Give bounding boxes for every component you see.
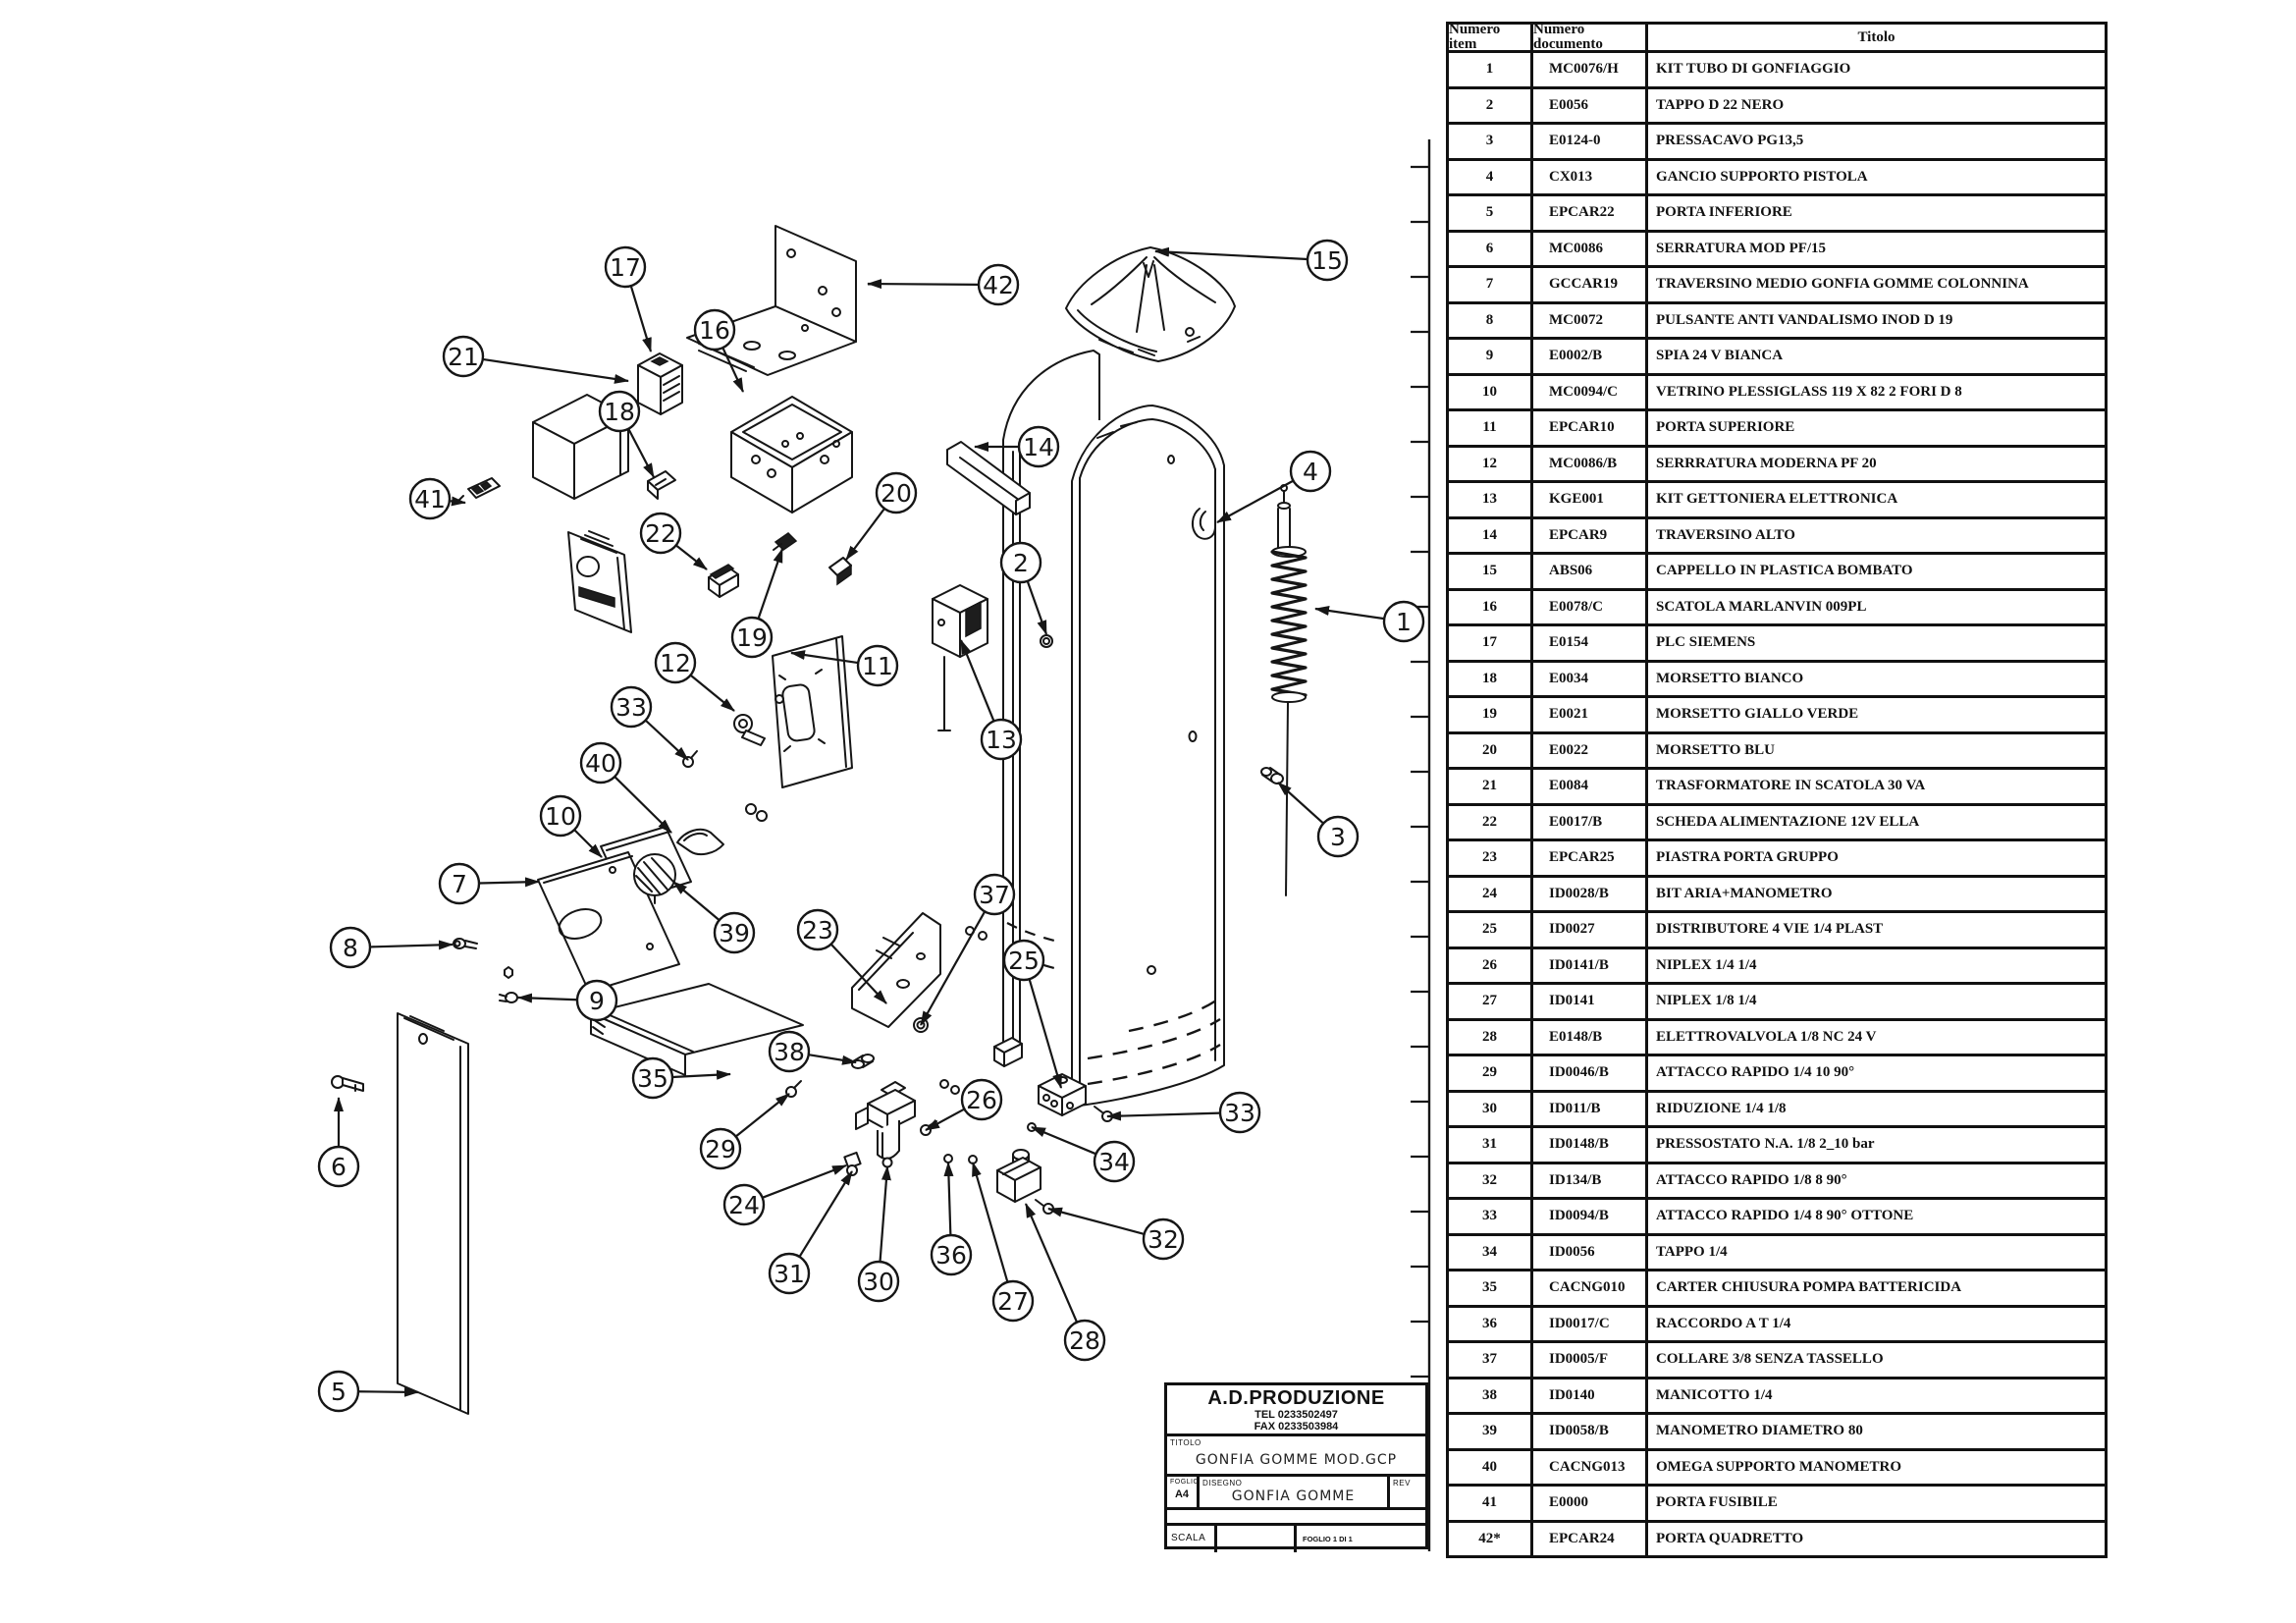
cell-document: E0084 (1533, 770, 1645, 803)
cell-document: ID011/B (1533, 1093, 1645, 1126)
part-porta-superiore (773, 636, 852, 787)
cell-title: CAPPELLO IN PLASTICA BOMBATO (1648, 555, 2105, 588)
leader-line-36 (948, 1163, 950, 1235)
cell-title: ATTACCO RAPIDO 1/8 8 90° (1648, 1164, 2105, 1198)
cell-document: MC0086/B (1533, 448, 1645, 481)
leader-line-42 (868, 284, 979, 285)
company-tel: TEL 0233502497 (1255, 1409, 1338, 1421)
part-morsetto-blu (829, 558, 851, 584)
leader-line-19 (759, 549, 782, 619)
balloon-number-38: 38 (774, 1038, 805, 1066)
cell-document: E0056 (1533, 89, 1645, 123)
cell-title: TAPPO 1/4 (1648, 1236, 2105, 1270)
cell-item: 27 (1449, 985, 1530, 1018)
balloon-number-4: 4 (1303, 458, 1318, 486)
title-block-company-row (1167, 1385, 1425, 1434)
leader-line-39 (673, 882, 720, 920)
cell-item: 23 (1449, 841, 1530, 875)
part-pressacavo (1261, 768, 1283, 784)
leader-line-5 (358, 1391, 418, 1392)
balloon-number-17: 17 (610, 253, 641, 282)
col-header-1: Numero documento (1533, 25, 1645, 50)
leader-line-18 (628, 429, 654, 477)
leader-line-20 (846, 509, 884, 560)
balloon-number-13: 13 (986, 726, 1017, 754)
cell-document: MC0072 (1533, 304, 1645, 338)
foglio-cell (1167, 1477, 1200, 1507)
cell-document: ID0141 (1533, 985, 1645, 1018)
part-porta-quadretto-bracket (687, 226, 856, 375)
balloon-number-10: 10 (545, 802, 576, 831)
cell-item: 8 (1449, 304, 1530, 338)
cell-document: E0002/B (1533, 340, 1645, 373)
cell-title: NIPLEX 1/8 1/4 (1648, 985, 2105, 1018)
cell-document: E0022 (1533, 734, 1645, 768)
part-tappo (1041, 635, 1052, 647)
cell-document: E0034 (1533, 663, 1645, 696)
scala-value-cell (1214, 1526, 1297, 1552)
balloon-number-31: 31 (774, 1260, 805, 1288)
part-omega (677, 830, 723, 854)
balloon-number-2: 2 (1013, 549, 1029, 577)
leader-line-33 (1107, 1113, 1220, 1116)
rev-label: REV (1393, 1479, 1411, 1488)
cell-title: ATTACCO RAPIDO 1/4 8 90° OTTONE (1648, 1200, 2105, 1233)
balloon-number-29: 29 (705, 1135, 736, 1163)
leader-line-34 (1032, 1127, 1096, 1154)
disegno-value: GONFIA GOMME (1231, 1488, 1356, 1504)
cell-document: ID0005/F (1533, 1343, 1645, 1377)
title-block (1164, 1382, 1428, 1549)
cell-item: 29 (1449, 1056, 1530, 1090)
leader-line-3 (1278, 783, 1323, 824)
balloon-number-6: 6 (331, 1153, 347, 1181)
leader-line-24 (763, 1165, 846, 1198)
leader-line-22 (676, 545, 707, 569)
cell-item: 18 (1449, 663, 1530, 696)
balloon-number-34: 34 (1098, 1148, 1130, 1176)
foglio-value: A4 (1174, 1488, 1190, 1500)
cell-title: SCATOLA MARLANVIN 009PL (1648, 591, 2105, 624)
cell-title: PRESSOSTATO N.A. 1/8 2_10 bar (1648, 1128, 2105, 1162)
cell-item: 38 (1449, 1380, 1530, 1413)
leader-line-32 (1048, 1209, 1145, 1234)
cell-item: 12 (1449, 448, 1530, 481)
cell-title: DISTRIBUTORE 4 VIE 1/4 PLAST (1648, 913, 2105, 947)
titolo-label: TITOLO (1170, 1438, 1201, 1447)
leader-line-31 (799, 1171, 852, 1257)
cell-document: KGE001 (1533, 483, 1645, 516)
cell-title: MANOMETRO DIAMETRO 80 (1648, 1415, 2105, 1448)
balloon-number-30: 30 (863, 1268, 894, 1296)
cell-item: 34 (1449, 1236, 1530, 1270)
leader-line-8 (370, 945, 453, 947)
frame-tick-ruler (1411, 139, 1429, 1551)
cell-document: ABS06 (1533, 555, 1645, 588)
cell-item: 11 (1449, 411, 1530, 445)
leader-line-30 (881, 1166, 887, 1262)
cell-item: 16 (1449, 591, 1530, 624)
cell-title: TAPPO D 22 NERO (1648, 89, 2105, 123)
cell-item: 7 (1449, 268, 1530, 301)
cell-title: MANICOTTO 1/4 (1648, 1380, 2105, 1413)
cell-document: CACNG013 (1533, 1451, 1645, 1485)
balloon-number-18: 18 (604, 398, 635, 426)
balloon-number-20: 20 (881, 479, 912, 508)
cell-item: 19 (1449, 698, 1530, 731)
part-gettoniera (933, 585, 988, 730)
balloon-number-22: 22 (645, 519, 676, 548)
part-morsetto-giallo-verde (774, 533, 796, 550)
cell-document: ID0058/B (1533, 1415, 1645, 1448)
cell-document: MC0076/H (1533, 53, 1645, 86)
leader-line-26 (926, 1109, 964, 1130)
cell-item: 40 (1449, 1451, 1530, 1485)
parts-table (1446, 22, 2108, 1558)
balloon-callouts (319, 241, 1423, 1411)
cell-title: RACCORDO A T 1/4 (1648, 1308, 2105, 1341)
cell-item: 6 (1449, 233, 1530, 266)
leader-line-29 (736, 1094, 789, 1137)
balloon-number-21: 21 (448, 343, 479, 371)
cell-item: 21 (1449, 770, 1530, 803)
scala-row (1167, 1523, 1425, 1552)
balloon-number-33: 33 (1224, 1099, 1255, 1127)
cell-title: VETRINO PLESSIGLASS 119 X 82 2 FORI D 8 (1648, 376, 2105, 409)
part-spia (500, 967, 517, 1002)
cell-document: ID134/B (1533, 1164, 1645, 1198)
cell-item: 5 (1449, 196, 1530, 230)
cell-document: CX013 (1533, 161, 1645, 194)
cell-item: 3 (1449, 125, 1530, 158)
balloon-number-33: 33 (615, 693, 647, 722)
cell-title: COLLARE 3/8 SENZA TASSELLO (1648, 1343, 2105, 1377)
leader-line-21 (483, 359, 628, 381)
cell-document: E0124-0 (1533, 125, 1645, 158)
cell-title: CARTER CHIUSURA POMPA BATTERICIDA (1648, 1271, 2105, 1305)
cell-document: EPCAR25 (1533, 841, 1645, 875)
company-fax: FAX 0233503984 (1254, 1421, 1339, 1433)
cell-title: MORSETTO BLU (1648, 734, 2105, 768)
leader-line-25 (1030, 979, 1061, 1088)
part-porta-inferiore (398, 1013, 468, 1414)
leader-line-35 (672, 1074, 730, 1077)
part-piastra (852, 913, 940, 1027)
balloon-number-23: 23 (802, 916, 833, 945)
part-porta-fusibile (457, 478, 500, 502)
cell-item: 25 (1449, 913, 1530, 947)
col-header-2: Titolo (1648, 25, 2105, 50)
cell-title: RIDUZIONE 1/4 1/8 (1648, 1093, 2105, 1126)
balloon-number-19: 19 (736, 623, 768, 652)
cell-title: PULSANTE ANTI VANDALISMO INOD D 19 (1648, 304, 2105, 338)
balloon-number-32: 32 (1148, 1225, 1179, 1254)
cell-document: ID0017/C (1533, 1308, 1645, 1341)
cell-document: E0021 (1533, 698, 1645, 731)
balloon-number-35: 35 (637, 1064, 668, 1093)
cell-item: 32 (1449, 1164, 1530, 1198)
scala-label: SCALA (1171, 1533, 1206, 1543)
balloon-number-11: 11 (862, 652, 893, 680)
cell-document: E0148/B (1533, 1021, 1645, 1055)
rev-cell (1390, 1477, 1425, 1507)
balloon-number-25: 25 (1008, 947, 1040, 975)
cell-document: ID0140 (1533, 1380, 1645, 1413)
cell-item: 35 (1449, 1271, 1530, 1305)
part-scatola (731, 397, 852, 513)
cell-document: ID0056 (1533, 1236, 1645, 1270)
leader-line-13 (961, 640, 993, 721)
cell-title: OMEGA SUPPORTO MANOMETRO (1648, 1451, 2105, 1485)
cell-document: EPCAR10 (1533, 411, 1645, 445)
cell-item: 33 (1449, 1200, 1530, 1233)
cell-item: 10 (1449, 376, 1530, 409)
cell-title: SERRATURA MOD PF/15 (1648, 233, 2105, 266)
balloon-number-15: 15 (1311, 246, 1343, 275)
part-kit-tubo (1272, 485, 1306, 895)
balloon-number-36: 36 (935, 1241, 967, 1270)
balloon-number-24: 24 (728, 1191, 760, 1219)
cell-document: GCCAR19 (1533, 268, 1645, 301)
balloon-number-8: 8 (343, 934, 358, 962)
cell-document: ID0148/B (1533, 1128, 1645, 1162)
cell-title: TRAVERSINO ALTO (1648, 519, 2105, 553)
cell-document: ID0046/B (1533, 1056, 1645, 1090)
foglio-label: FOGLIO (1170, 1479, 1200, 1486)
part-cappello (1066, 247, 1235, 361)
balloon-number-7: 7 (452, 870, 467, 898)
part-serratura-moderna (734, 715, 765, 745)
cell-title: PORTA INFERIORE (1648, 196, 2105, 230)
cell-item: 42* (1449, 1523, 1530, 1556)
cell-title: PORTA SUPERIORE (1648, 411, 2105, 445)
balloon-number-40: 40 (585, 749, 616, 778)
cell-item: 41 (1449, 1487, 1530, 1520)
cell-title: BIT ARIA+MANOMETRO (1648, 878, 2105, 911)
cell-title: KIT TUBO DI GONFIAGGIO (1648, 53, 2105, 86)
leader-line-7 (479, 882, 539, 884)
cell-item: 20 (1449, 734, 1530, 768)
cell-title: MORSETTO GIALLO VERDE (1648, 698, 2105, 731)
cell-title: SPIA 24 V BIANCA (1648, 340, 2105, 373)
empty-row (1167, 1507, 1425, 1523)
leader-line-40 (614, 777, 671, 833)
cell-item: 31 (1449, 1128, 1530, 1162)
cell-title: PORTA QUADRETTO (1648, 1523, 2105, 1556)
col-header-0: Numero item (1449, 25, 1530, 50)
cell-item: 14 (1449, 519, 1530, 553)
balloon-number-9: 9 (589, 987, 605, 1015)
cell-item: 30 (1449, 1093, 1530, 1126)
cell-item: 4 (1449, 161, 1530, 194)
title-row (1167, 1434, 1425, 1474)
balloon-number-5: 5 (331, 1378, 347, 1406)
cell-title: ATTACCO RAPIDO 1/4 10 90° (1648, 1056, 2105, 1090)
part-serratura-chiave (332, 1076, 363, 1091)
cell-item: 39 (1449, 1415, 1530, 1448)
cell-document: EPCAR9 (1533, 519, 1645, 553)
part-elettrovalvola (997, 1150, 1041, 1202)
leader-line-10 (574, 830, 602, 857)
cell-item: 36 (1449, 1308, 1530, 1341)
cell-item: 1 (1449, 53, 1530, 86)
cell-title: MORSETTO BIANCO (1648, 663, 2105, 696)
balloon-number-12: 12 (660, 649, 691, 677)
cell-document: EPCAR24 (1533, 1523, 1645, 1556)
cell-item: 24 (1449, 878, 1530, 911)
cell-title: PLC SIEMENS (1648, 626, 2105, 660)
cell-document: MC0094/C (1533, 376, 1645, 409)
cell-title: PIASTRA PORTA GRUPPO (1648, 841, 2105, 875)
balloon-number-37: 37 (979, 881, 1010, 909)
balloon-number-39: 39 (719, 919, 750, 947)
cell-item: 17 (1449, 626, 1530, 660)
cell-document: ID0141/B (1533, 949, 1645, 983)
cell-document: E0000 (1533, 1487, 1645, 1520)
cell-title: KIT GETTONIERA ELETTRONICA (1648, 483, 2105, 516)
sheet-row (1167, 1474, 1425, 1507)
company-name: A.D.PRODUZIONE (1207, 1387, 1385, 1409)
leader-line-12 (690, 676, 734, 711)
cell-document: CACNG010 (1533, 1271, 1645, 1305)
cell-item: 2 (1449, 89, 1530, 123)
cell-document: E0078/C (1533, 591, 1645, 624)
cell-title: PORTA FUSIBILE (1648, 1487, 2105, 1520)
cell-item: 37 (1449, 1343, 1530, 1377)
cell-title: NIPLEX 1/4 1/4 (1648, 949, 2105, 983)
cell-title: GANCIO SUPPORTO PISTOLA (1648, 161, 2105, 194)
part-frontalino-gettoniera (568, 531, 631, 632)
cell-title: ELETTROVALVOLA 1/8 NC 24 V (1648, 1021, 2105, 1055)
cell-document: EPCAR22 (1533, 196, 1645, 230)
cell-title: TRAVERSINO MEDIO GONFIA GOMME COLONNINA (1648, 268, 2105, 301)
cell-item: 13 (1449, 483, 1530, 516)
part-filtro-riduttore (856, 1082, 915, 1159)
balloon-number-42: 42 (983, 271, 1014, 299)
leader-line-38 (809, 1055, 856, 1062)
balloon-number-26: 26 (966, 1086, 997, 1114)
cell-document: E0154 (1533, 626, 1645, 660)
cell-document: E0017/B (1533, 806, 1645, 839)
part-scheda-alimentazione (709, 565, 738, 597)
sheet-number: FOGLIO 1 DI 1 (1303, 1535, 1353, 1543)
disegno-label: DISEGNO (1202, 1479, 1243, 1488)
cell-title: SCHEDA ALIMENTAZIONE 12V ELLA (1648, 806, 2105, 839)
cell-title: PRESSACAVO PG13,5 (1648, 125, 2105, 158)
balloon-number-28: 28 (1069, 1326, 1100, 1355)
balloon-number-1: 1 (1396, 608, 1412, 636)
balloon-number-14: 14 (1023, 433, 1054, 461)
cell-item: 22 (1449, 806, 1530, 839)
cell-document: ID0094/B (1533, 1200, 1645, 1233)
part-plc (638, 353, 682, 414)
cell-title: SERRRATURA MODERNA PF 20 (1648, 448, 2105, 481)
leader-line-4 (1217, 481, 1293, 522)
part-pulsante (454, 939, 477, 948)
cell-item: 28 (1449, 1021, 1530, 1055)
cell-item: 15 (1449, 555, 1530, 588)
disegno-cell (1197, 1477, 1390, 1507)
cell-document: MC0086 (1533, 233, 1645, 266)
leader-line-9 (518, 998, 577, 1000)
cell-item: 9 (1449, 340, 1530, 373)
leader-line-33 (646, 721, 688, 760)
leader-line-1 (1315, 609, 1384, 619)
drawing-title: GONFIA GOMME MOD.GCP (1195, 1452, 1398, 1468)
cell-document: ID0027 (1533, 913, 1645, 947)
balloon-number-27: 27 (997, 1287, 1029, 1316)
cell-item: 26 (1449, 949, 1530, 983)
cell-document: ID0028/B (1533, 878, 1645, 911)
leader-line-17 (631, 286, 651, 352)
balloon-number-3: 3 (1330, 823, 1346, 851)
balloon-number-16: 16 (699, 316, 730, 345)
leader-line-41 (450, 501, 465, 503)
cell-title: TRASFORMATORE IN SCATOLA 30 VA (1648, 770, 2105, 803)
balloon-number-41: 41 (414, 485, 446, 514)
